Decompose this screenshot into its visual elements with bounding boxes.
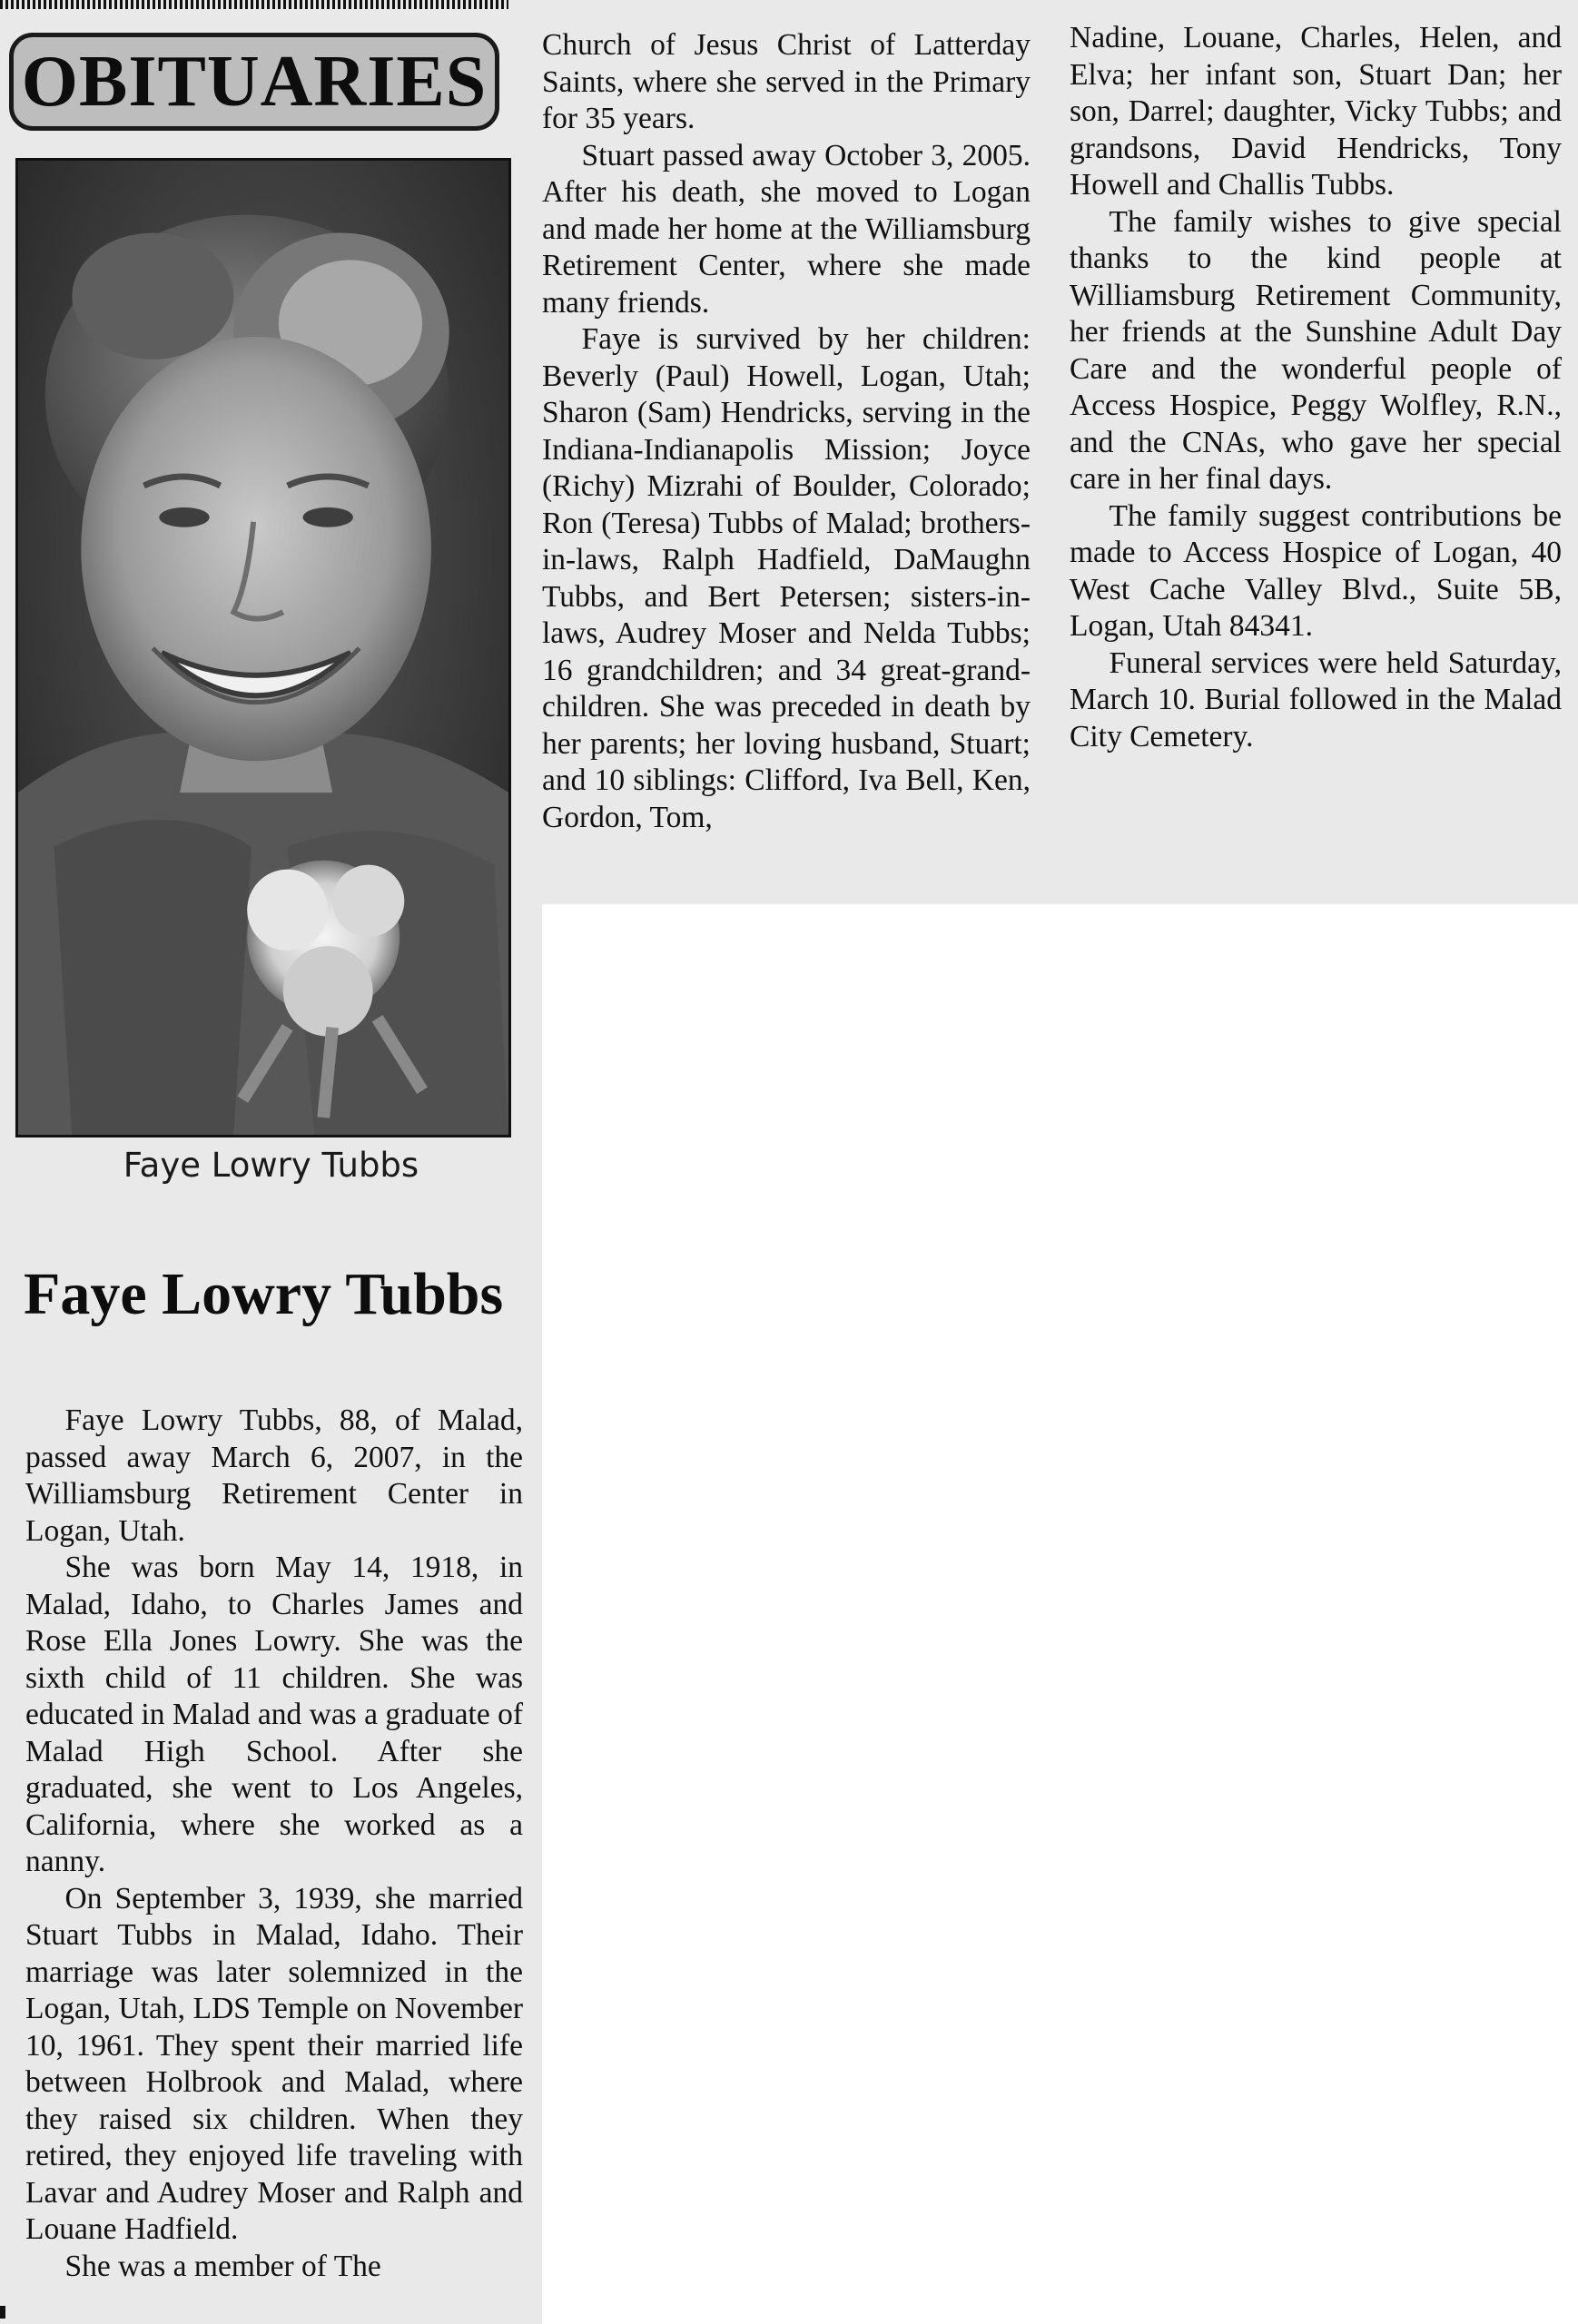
masthead-title: OBITUARIES — [21, 42, 488, 122]
paragraph: On September 3, 1939, she married Stuart Tubbs in Malad, Idaho. Their marriage was later solemnized in the Logan, Utah, LDS Temple on November 10, 1961. They spent their married life between Holbrook and Malad, where they raised six children. When they retired, they enjoyed life traveling with Lavar and Audrey Moser and Ralph and Louane Hadfield. — [25, 1881, 523, 2246]
paragraph: Faye is survived by her children: Beverly (Paul) Howell, Logan, Utah; Sharon (Sam) Hendricks, serving in the Indiana-Indianapolis Mission; Joyce (Richy) Mizrahi of Boulder, Colorado; Ron (Teresa) Tubbs of Malad; brothers-in-laws, Ralph Hadfield, DaMaughn Tubbs, and Bert Petersen; sisters-in-laws, Audrey Moser and Nelda Tubbs; 16 grandchildren; and 34 great-grandchildren. She was preceded in death by her parents; her loving husband, Stuart; and 10 siblings: Clifford, Iva Bell, Ken, Gordon, Tom, — [542, 322, 1031, 834]
paragraph: Nadine, Louane, Charles, Helen, and Elva; her infant son, Stuart Dan; her son, Darrel; daughter, Vicky Tubbs; and grandsons, David Hendricks, Tony Howell and Challis Tubbs. — [1070, 21, 1562, 202]
portrait-illustration — [18, 161, 508, 1135]
clipping-left-column — [0, 0, 542, 2324]
paragraph: The family suggest contributions be made to Access Hospice of Logan, 40 West Cache Valley Blvd., Suite 5B, Logan, Utah 84341. — [1070, 498, 1562, 643]
paragraph: Faye Lowry Tubbs, 88, of Malad, passed away March 6, 2007, in the Williamsburg Retirement Center in Logan, Utah. — [25, 1403, 523, 1548]
paragraph: Church of Jesus Christ of Latterday Saints, where she served in the Primary for 35 years. — [542, 28, 1031, 135]
paragraph: She was a member of The — [64, 2249, 381, 2283]
article-column-3 — [1070, 20, 1562, 755]
article-column-1 — [25, 1403, 523, 2285]
article-column-2 — [542, 27, 1031, 836]
photo-caption: Faye Lowry Tubbs — [123, 1146, 419, 1185]
portrait-photo — [15, 158, 511, 1137]
paragraph: The family wishes to give special thanks to the kind people at Williamsburg Retirement Community, her friends at the Sunshine Adult Day Care and the wonderful people of Access Hospice, Peggy Wolfley, R.N., and the CNAs, who gave her special care in her final days. — [1070, 204, 1562, 496]
obituary-headline: Faye Lowry Tubbs — [24, 1261, 504, 1327]
paragraph: She was born May 14, 1918, in Malad, Idaho, to Charles James and Rose Ella Jones Lowry. She was the sixth child of 11 children. She was educated in Malad and was a graduate of Malad High School. After she graduated, she went to Los Angeles, California, where she worked as a nanny. — [25, 1551, 523, 1878]
top-decorative-rule — [0, 0, 508, 9]
obituaries-masthead — [9, 33, 499, 131]
paragraph: Stuart passed away October 3, 2005. After his death, she moved to Logan and made her home at the Williamsburg Retirement Center, where she made many friends. — [542, 138, 1031, 320]
paragraph: Funeral services were held Saturday, March 10. Burial followed in the Malad City Cemetery. — [1070, 645, 1562, 753]
edge-mark — [0, 2306, 5, 2319]
